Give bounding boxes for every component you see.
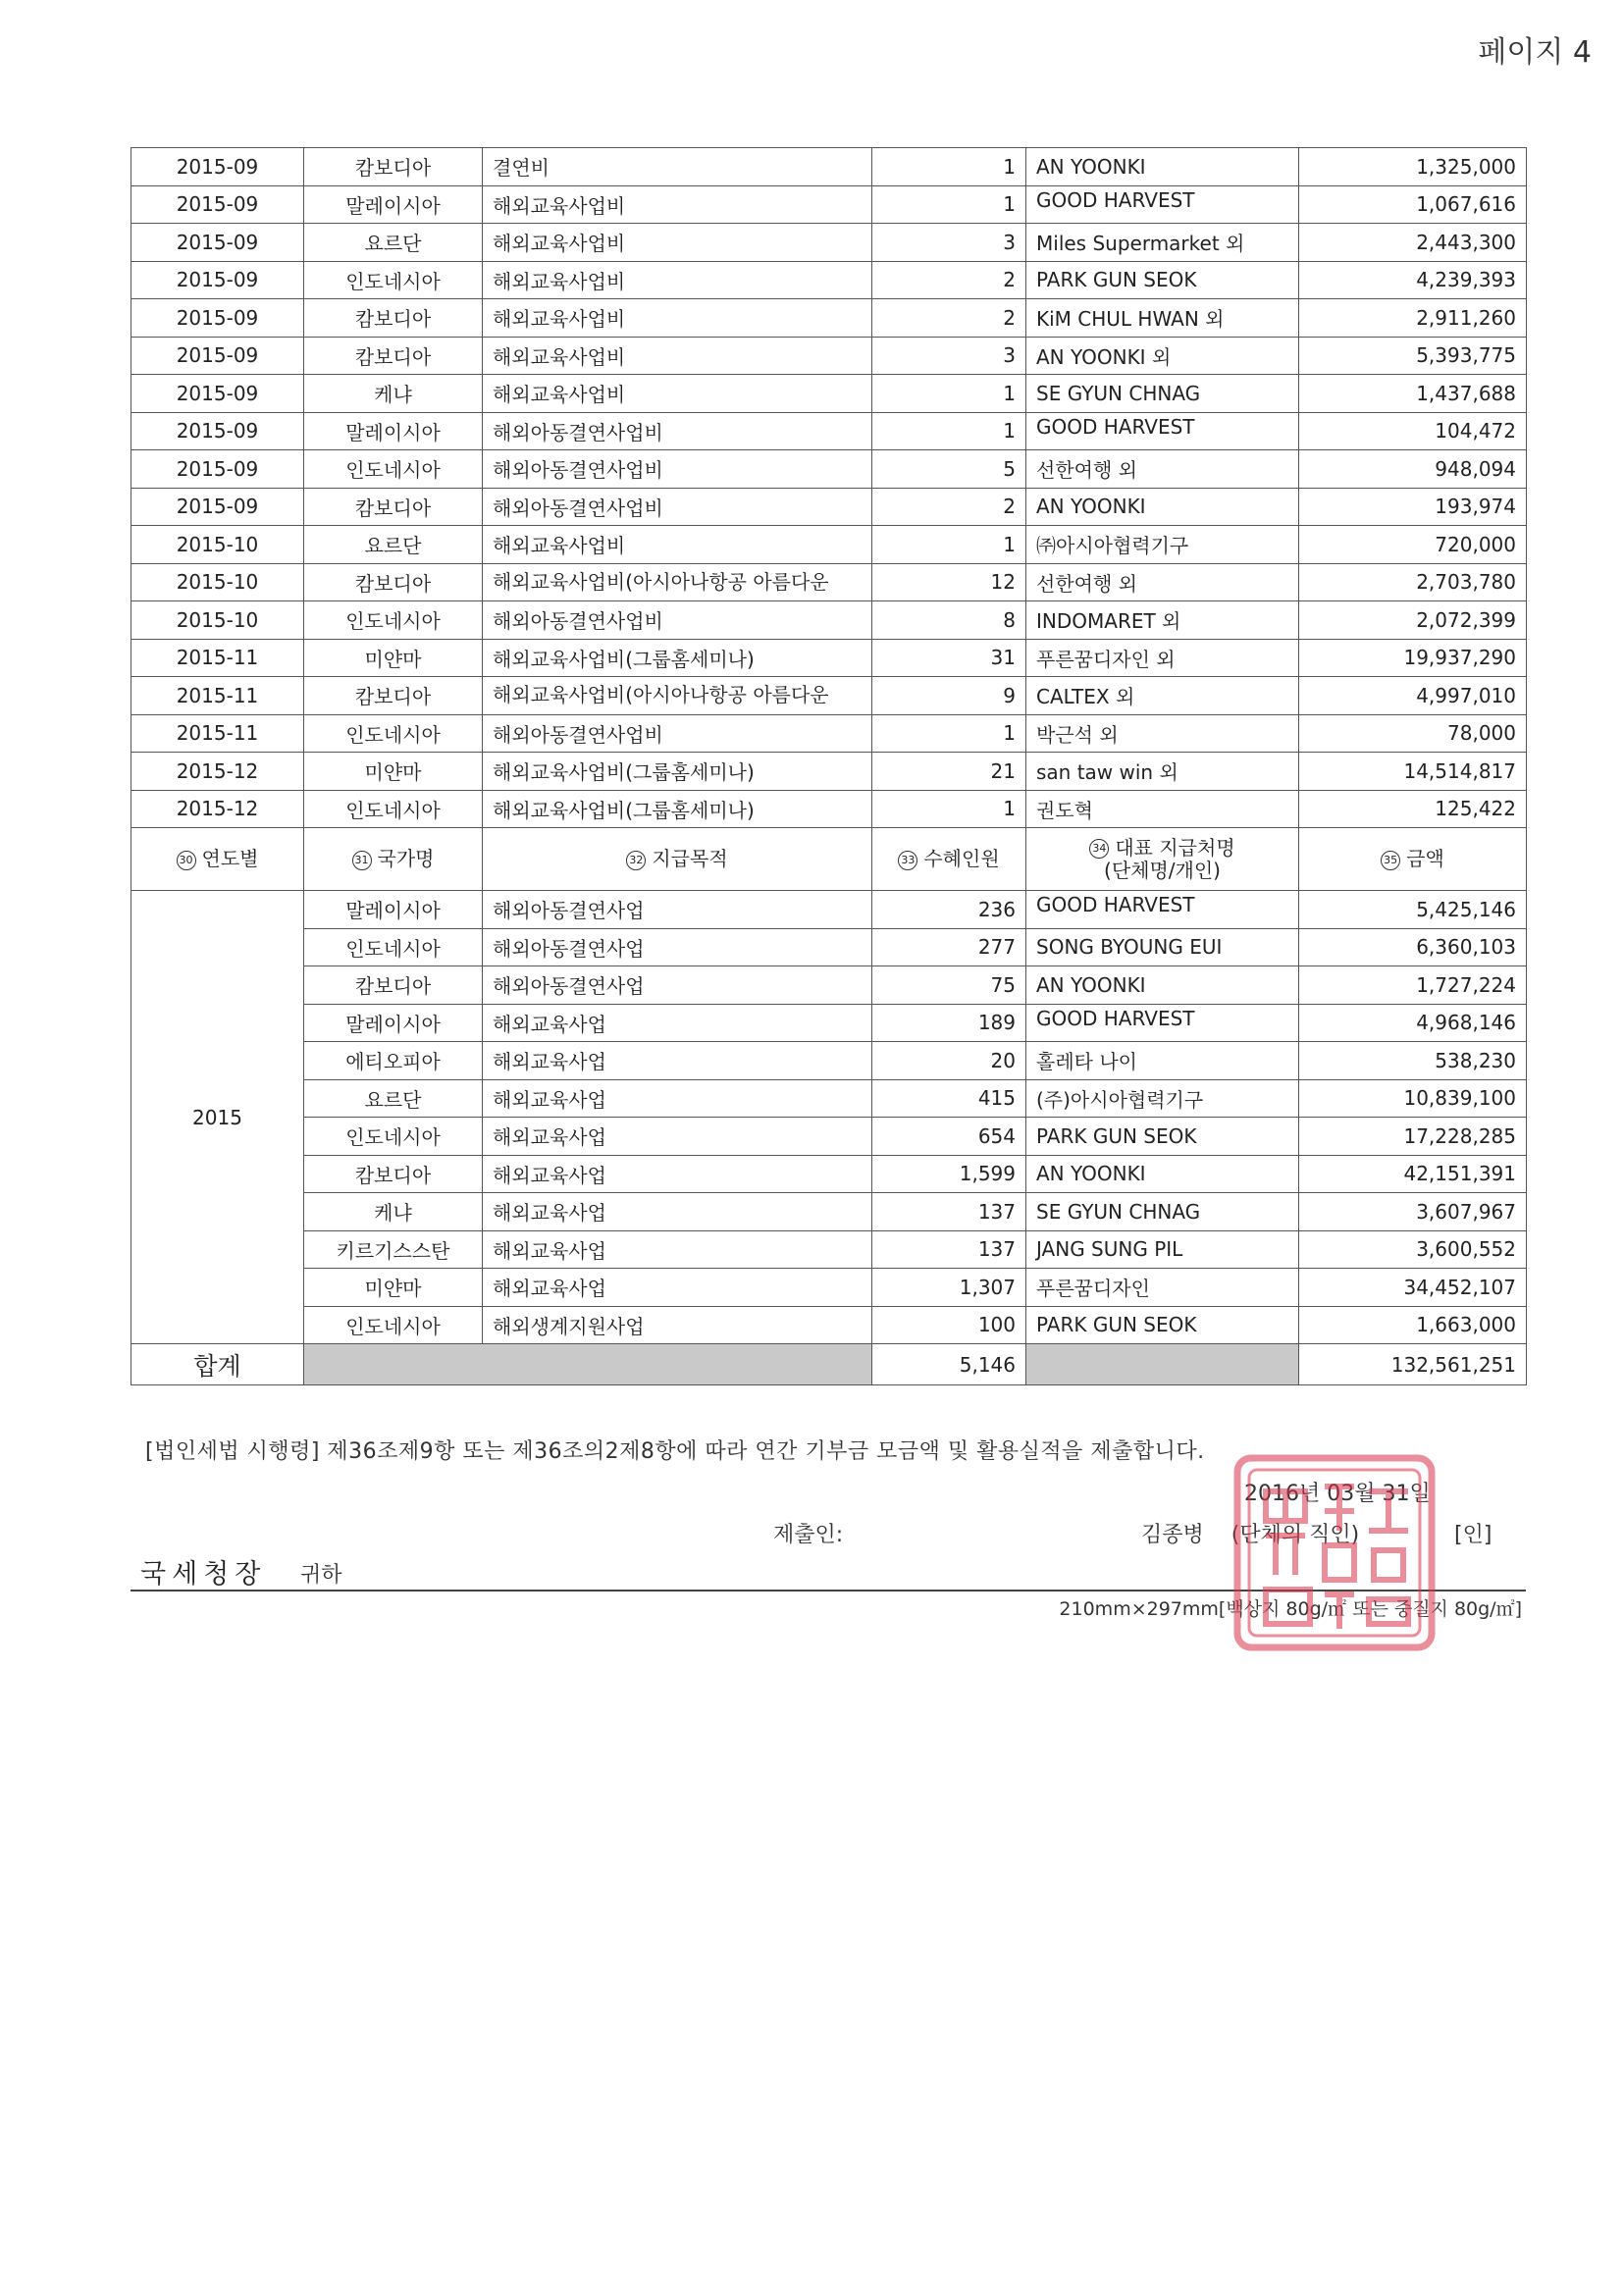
summary-row (131, 1042, 1527, 1080)
detail-count: 3 (872, 224, 1026, 262)
summary-purpose: 해외교육사업 (483, 1230, 872, 1269)
detail-amount: 2,443,300 (1299, 224, 1527, 262)
summary-purpose: 해외교육사업 (483, 1193, 872, 1231)
summary-count: 654 (872, 1118, 1026, 1156)
detail-count: 1 (872, 412, 1026, 450)
detail-count: 9 (872, 677, 1026, 715)
summary-row (131, 1118, 1527, 1156)
summary-country: 에티오피아 (304, 1042, 483, 1080)
detail-period: 2015-09 (131, 261, 304, 299)
detail-count: 8 (872, 601, 1026, 640)
detail-purpose: 해외아동결연사업비 (483, 412, 872, 450)
detail-country: 요르단 (304, 526, 483, 564)
summary-purpose: 해외교육사업 (483, 1004, 872, 1042)
detail-purpose: 해외교육사업비 (483, 261, 872, 299)
detail-purpose: 해외교육사업비(그룹홈세미나) (483, 790, 872, 828)
detail-purpose: 해외교육사업비(그룹홈세미나) (483, 639, 872, 677)
detail-purpose: 해외교육사업비 (483, 299, 872, 338)
detail-rows (131, 148, 1527, 828)
total-grey-cell-2 (1026, 1344, 1299, 1385)
summary-purpose: 해외교육사업 (483, 1079, 872, 1118)
detail-period: 2015-09 (131, 185, 304, 224)
submission-date: 2016년 03월 31일 (1244, 1482, 1431, 1506)
detail-payee: 선한여행 외 (1026, 450, 1299, 489)
detail-payee: GOOD HARVEST (1026, 412, 1299, 450)
summary-count: 100 (872, 1306, 1026, 1344)
summary-count: 1,599 (872, 1155, 1026, 1193)
detail-row (131, 299, 1527, 338)
detail-purpose: 해외교육사업비 (483, 337, 872, 375)
detail-payee: CALTEX 외 (1026, 677, 1299, 715)
detail-row (131, 412, 1527, 450)
summary-row (131, 1193, 1527, 1231)
recipient: 국세청장 (140, 1559, 267, 1590)
detail-country: 인도네시아 (304, 450, 483, 489)
detail-country: 말레이시아 (304, 185, 483, 224)
summary-header (131, 828, 1527, 891)
summary-country: 말레이시아 (304, 1004, 483, 1042)
summary-country: 키르기스스탄 (304, 1230, 483, 1269)
summary-amount: 42,151,391 (1299, 1155, 1527, 1193)
detail-country: 미얀마 (304, 639, 483, 677)
detail-amount: 78,000 (1299, 714, 1527, 753)
summary-payee: 홀레타 나이 (1026, 1042, 1299, 1080)
summary-purpose: 해외아동결연사업 (483, 966, 872, 1005)
detail-country: 캄보디아 (304, 488, 483, 526)
summary-amount: 6,360,103 (1299, 928, 1527, 966)
summary-country: 인도네시아 (304, 1118, 483, 1156)
summary-amount: 34,452,107 (1299, 1269, 1527, 1307)
detail-payee: GOOD HARVEST (1026, 185, 1299, 224)
summary-amount: 10,839,100 (1299, 1079, 1527, 1118)
detail-period: 2015-09 (131, 337, 304, 375)
detail-purpose: 해외아동결연사업비 (483, 450, 872, 489)
circled-number-33: 33 (898, 851, 917, 870)
total-count: 5,146 (872, 1344, 1026, 1385)
summary-year: 2015 (131, 891, 304, 1344)
summary-count: 75 (872, 966, 1026, 1005)
summary-row (131, 1004, 1527, 1042)
detail-amount: 1,325,000 (1299, 148, 1527, 186)
detail-country: 케냐 (304, 375, 483, 413)
detail-row (131, 601, 1527, 640)
summary-row (131, 1269, 1527, 1307)
summary-count: 1,307 (872, 1269, 1026, 1307)
summary-purpose: 해외아동결연사업 (483, 891, 872, 929)
detail-count: 21 (872, 753, 1026, 791)
summary-amount: 1,727,224 (1299, 966, 1527, 1005)
detail-amount: 4,997,010 (1299, 677, 1527, 715)
detail-purpose: 해외교육사업비(그룹홈세미나) (483, 753, 872, 791)
total-amount: 132,561,251 (1299, 1344, 1527, 1385)
detail-count: 31 (872, 639, 1026, 677)
header-year: 연도별 (201, 847, 259, 870)
summary-purpose: 해외교육사업 (483, 1155, 872, 1193)
detail-period: 2015-09 (131, 299, 304, 338)
detail-count: 3 (872, 337, 1026, 375)
detail-amount: 193,974 (1299, 488, 1527, 526)
total-label: 합계 (131, 1344, 304, 1385)
detail-payee: san taw win 외 (1026, 753, 1299, 791)
summary-count: 137 (872, 1230, 1026, 1269)
summary-amount: 1,663,000 (1299, 1306, 1527, 1344)
summary-purpose: 해외교육사업 (483, 1118, 872, 1156)
detail-row (131, 337, 1527, 375)
header-count: 수혜인원 (923, 847, 1000, 870)
summary-row (131, 891, 1527, 929)
summary-payee: SONG BYOUNG EUI (1026, 928, 1299, 966)
page-number: 페이지 4 (1478, 35, 1592, 70)
detail-purpose: 해외교육사업비 (483, 375, 872, 413)
total-grey-cell (304, 1344, 872, 1385)
summary-payee: 푸른꿈디자인 (1026, 1269, 1299, 1307)
header-payee-sub: (단체명/개인) (1104, 858, 1221, 882)
detail-row (131, 790, 1527, 828)
detail-payee: AN YOONKI 외 (1026, 337, 1299, 375)
detail-row (131, 677, 1527, 715)
detail-period: 2015-09 (131, 148, 304, 186)
detail-amount: 2,072,399 (1299, 601, 1527, 640)
detail-payee: PARK GUN SEOK (1026, 261, 1299, 299)
detail-country: 요르단 (304, 224, 483, 262)
detail-amount: 14,514,817 (1299, 753, 1527, 791)
detail-purpose: 해외교육사업비 (483, 526, 872, 564)
detail-row (131, 714, 1527, 753)
paper-spec: 210mm×297mm[백상지 80g/㎡ 또는 중질지 80g/㎡] (1059, 1598, 1522, 1620)
detail-amount: 2,911,260 (1299, 299, 1527, 338)
detail-count: 1 (872, 526, 1026, 564)
detail-count: 2 (872, 299, 1026, 338)
summary-count: 137 (872, 1193, 1026, 1231)
detail-period: 2015-09 (131, 450, 304, 489)
representative-name: 김종병 (1141, 1523, 1204, 1547)
detail-count: 1 (872, 185, 1026, 224)
summary-country: 캄보디아 (304, 1155, 483, 1193)
detail-payee: AN YOONKI (1026, 488, 1299, 526)
detail-purpose: 해외교육사업비 (483, 185, 872, 224)
legal-note: [법인세법 시행령] 제36조제9항 또는 제36조의2제8항에 따라 연간 기부금 모금액 및 활용실적을 제출합니다. (145, 1439, 1205, 1464)
detail-payee: INDOMARET 외 (1026, 601, 1299, 640)
detail-payee: SE GYUN CHNAG (1026, 375, 1299, 413)
summary-country: 말레이시아 (304, 891, 483, 929)
summary-purpose: 해외교육사업 (483, 1042, 872, 1080)
summary-payee: PARK GUN SEOK (1026, 1306, 1299, 1344)
detail-period: 2015-12 (131, 790, 304, 828)
summary-count: 20 (872, 1042, 1026, 1080)
submitter-label: 제출인: (773, 1523, 844, 1547)
detail-purpose: 해외교육사업비(아시아나항공 아름다운 (483, 563, 872, 601)
detail-country: 인도네시아 (304, 714, 483, 753)
detail-amount: 948,094 (1299, 450, 1527, 489)
summary-rows (131, 891, 1527, 1344)
detail-country: 캄보디아 (304, 299, 483, 338)
detail-country: 인도네시아 (304, 601, 483, 640)
summary-country: 인도네시아 (304, 1306, 483, 1344)
detail-country: 말레이시아 (304, 412, 483, 450)
detail-purpose: 해외아동결연사업비 (483, 714, 872, 753)
detail-row (131, 375, 1527, 413)
summary-payee: AN YOONKI (1026, 1155, 1299, 1193)
detail-period: 2015-11 (131, 714, 304, 753)
summary-row (131, 1079, 1527, 1118)
detail-row (131, 261, 1527, 299)
header-payee: 대표 지급처명 (1115, 835, 1235, 860)
summary-amount: 538,230 (1299, 1042, 1527, 1080)
detail-payee: AN YOONKI (1026, 148, 1299, 186)
circled-number-34: 34 (1089, 839, 1109, 859)
summary-payee: SE GYUN CHNAG (1026, 1193, 1299, 1231)
total-row (131, 1344, 1527, 1385)
detail-period: 2015-10 (131, 526, 304, 564)
summary-amount: 3,600,552 (1299, 1230, 1527, 1269)
detail-amount: 5,393,775 (1299, 337, 1527, 375)
detail-purpose: 해외교육사업비 (483, 224, 872, 262)
detail-amount: 1,437,688 (1299, 375, 1527, 413)
summary-payee: GOOD HARVEST (1026, 1004, 1299, 1042)
summary-row (131, 1306, 1527, 1344)
detail-row (131, 450, 1527, 489)
header-country: 국가명 (377, 847, 435, 870)
detail-period: 2015-09 (131, 375, 304, 413)
detail-count: 12 (872, 563, 1026, 601)
detail-row (131, 148, 1527, 186)
representative-role: (단체의 직인) (1230, 1523, 1360, 1547)
detail-purpose: 해외아동결연사업비 (483, 488, 872, 526)
detail-row (131, 526, 1527, 564)
header-amount: 금액 (1406, 847, 1444, 870)
detail-country: 미얀마 (304, 753, 483, 791)
summary-country: 요르단 (304, 1079, 483, 1118)
seal-label: [인] (1454, 1523, 1492, 1547)
detail-count: 1 (872, 714, 1026, 753)
summary-amount: 17,228,285 (1299, 1118, 1527, 1156)
detail-row (131, 563, 1527, 601)
circled-number-31: 31 (352, 851, 372, 870)
summary-row (131, 928, 1527, 966)
summary-row (131, 1155, 1527, 1193)
detail-period: 2015-09 (131, 224, 304, 262)
summary-country: 미얀마 (304, 1269, 483, 1307)
summary-count: 415 (872, 1079, 1026, 1118)
summary-payee: (주)아시아협력기구 (1026, 1079, 1299, 1118)
detail-payee: KiM CHUL HWAN 외 (1026, 299, 1299, 338)
detail-period: 2015-12 (131, 753, 304, 791)
summary-amount: 5,425,146 (1299, 891, 1527, 929)
summary-count: 236 (872, 891, 1026, 929)
detail-period: 2015-11 (131, 639, 304, 677)
detail-period: 2015-10 (131, 601, 304, 640)
detail-country: 인도네시아 (304, 790, 483, 828)
detail-country: 캄보디아 (304, 563, 483, 601)
detail-country: 캄보디아 (304, 337, 483, 375)
detail-country: 캄보디아 (304, 148, 483, 186)
detail-payee: 푸른꿈디자인 외 (1026, 639, 1299, 677)
summary-purpose: 해외생계지원사업 (483, 1306, 872, 1344)
summary-count: 189 (872, 1004, 1026, 1042)
circled-number-32: 32 (626, 851, 646, 870)
detail-amount: 19,937,290 (1299, 639, 1527, 677)
detail-count: 2 (872, 261, 1026, 299)
circled-number-30: 30 (177, 851, 196, 870)
recipient-suffix: 귀하 (300, 1563, 342, 1588)
summary-count: 277 (872, 928, 1026, 966)
detail-period: 2015-09 (131, 488, 304, 526)
summary-amount: 3,607,967 (1299, 1193, 1527, 1231)
detail-purpose: 결연비 (483, 148, 872, 186)
detail-row (131, 753, 1527, 791)
summary-country: 인도네시아 (304, 928, 483, 966)
detail-row (131, 639, 1527, 677)
detail-payee: 선한여행 외 (1026, 563, 1299, 601)
detail-amount: 4,239,393 (1299, 261, 1527, 299)
detail-row (131, 224, 1527, 262)
detail-country: 캄보디아 (304, 677, 483, 715)
detail-amount: 2,703,780 (1299, 563, 1527, 601)
detail-count: 5 (872, 450, 1026, 489)
detail-payee: Miles Supermarket 외 (1026, 224, 1299, 262)
header-purpose: 지급목적 (652, 847, 728, 870)
detail-period: 2015-09 (131, 412, 304, 450)
summary-row (131, 966, 1527, 1005)
detail-period: 2015-11 (131, 677, 304, 715)
summary-amount: 4,968,146 (1299, 1004, 1527, 1042)
summary-country: 케냐 (304, 1193, 483, 1231)
summary-country: 캄보디아 (304, 966, 483, 1005)
summary-purpose: 해외교육사업 (483, 1269, 872, 1307)
detail-period: 2015-10 (131, 563, 304, 601)
detail-row (131, 488, 1527, 526)
detail-count: 1 (872, 148, 1026, 186)
detail-row (131, 185, 1527, 224)
detail-purpose: 해외교육사업비(아시아나항공 아름다운 (483, 677, 872, 715)
detail-amount: 104,472 (1299, 412, 1527, 450)
summary-payee: PARK GUN SEOK (1026, 1118, 1299, 1156)
detail-count: 2 (872, 488, 1026, 526)
summary-row (131, 1230, 1527, 1269)
detail-purpose: 해외아동결연사업비 (483, 601, 872, 640)
detail-country: 인도네시아 (304, 261, 483, 299)
detail-count: 1 (872, 790, 1026, 828)
detail-amount: 720,000 (1299, 526, 1527, 564)
detail-payee: 권도혁 (1026, 790, 1299, 828)
total-section (131, 1344, 1527, 1385)
summary-payee: JANG SUNG PIL (1026, 1230, 1299, 1269)
circled-number-35: 35 (1381, 851, 1400, 870)
detail-amount: 1,067,616 (1299, 185, 1527, 224)
summary-payee: GOOD HARVEST (1026, 891, 1299, 929)
summary-payee: AN YOONKI (1026, 966, 1299, 1005)
donation-usage-table (131, 147, 1527, 1385)
detail-amount: 125,422 (1299, 790, 1527, 828)
detail-payee: 박근석 외 (1026, 714, 1299, 753)
detail-count: 1 (872, 375, 1026, 413)
summary-purpose: 해외아동결연사업 (483, 928, 872, 966)
organization-seal-stamp-icon (1231, 1452, 1438, 1653)
detail-payee: ㈜아시아협력기구 (1026, 526, 1299, 564)
